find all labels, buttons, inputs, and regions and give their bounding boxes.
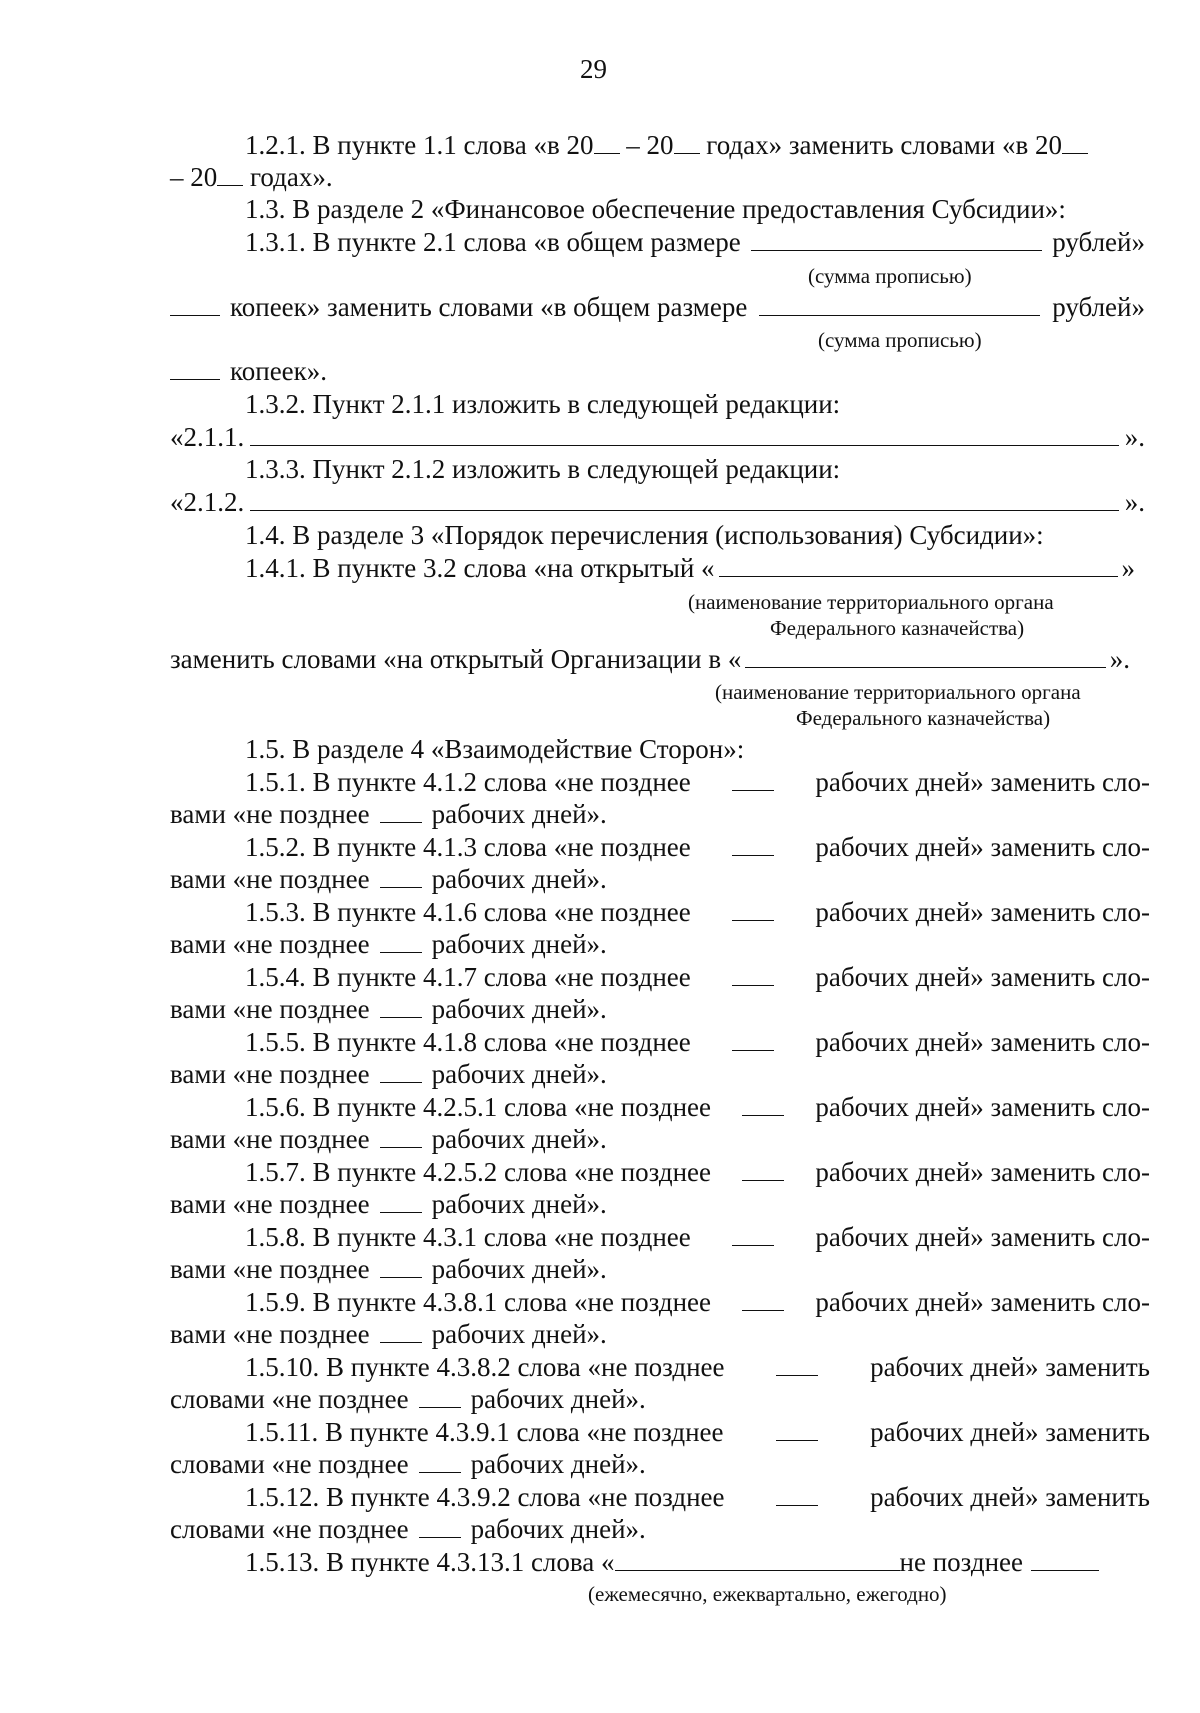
item-tail: рабочих дней» заменить сло- (815, 962, 1150, 992)
paragraph-1-3-1 (245, 227, 1145, 257)
item-tail: рабочих дней» заменить сло- (815, 1222, 1150, 1252)
item-head: 1.5.9. В пункте 4.3.8.1 слова «не позднее (245, 1287, 712, 1317)
item-end: рабочих дней». (431, 864, 607, 894)
item-head: 1.5.8. В пункте 4.3.1 слова «не позднее (245, 1222, 691, 1252)
item-next: вами «не позднее (170, 929, 370, 959)
paragraph-1-5-13 (245, 1547, 1099, 1577)
blank-field (776, 1417, 818, 1441)
list-item (245, 1092, 1150, 1122)
blank-field (776, 1352, 818, 1376)
item-head: 1.5.5. В пункте 4.1.8 слова «не позднее (245, 1027, 691, 1057)
list-item (245, 1287, 1150, 1317)
item-tail: рабочих дней» заменить сло- (815, 897, 1150, 927)
blank-field (742, 1092, 784, 1116)
section-heading-1-4: 1.4. В разделе 3 «Порядок перечисления (использования) Субсидии»: (245, 520, 1044, 550)
caption-treasury-body: (наименование территориального органа (688, 590, 1054, 614)
blank-field (250, 422, 1119, 446)
blank-field (745, 644, 1105, 668)
blank-field (719, 553, 1118, 577)
blank-field (615, 1547, 900, 1571)
item-end: рабочих дней». (470, 1384, 646, 1414)
blank-field (732, 962, 774, 986)
item-next: вами «не позднее (170, 1319, 370, 1349)
list-item (245, 1482, 1150, 1512)
list-item-cont (170, 799, 607, 829)
paragraph-1-3-3: 1.3.3. Пункт 2.1.2 изложить в следующей редакции: (245, 454, 841, 484)
item-tail: рабочих дней» заменить (870, 1352, 1150, 1382)
list-item (245, 1222, 1150, 1252)
list-item (245, 832, 1150, 862)
blank-field (419, 1514, 461, 1538)
blank-field (732, 832, 774, 856)
item-head: 1.5.7. В пункте 4.2.5.2 слова «не позднее (245, 1157, 712, 1187)
list-item (245, 767, 1150, 797)
paragraph-1-2-1-cont (170, 162, 333, 192)
text: 1.2.1. В пункте 1.1 слова «в 20 (245, 130, 594, 160)
blank-field (380, 799, 422, 823)
paragraph-2-1-2-line (170, 487, 1145, 517)
blank-field (674, 130, 700, 154)
item-tail: рабочих дней» заменить (870, 1417, 1150, 1447)
list-item-cont (170, 929, 607, 959)
blank-field (732, 767, 774, 791)
item-next: словами «не позднее (170, 1449, 409, 1479)
list-item-cont (170, 1254, 607, 1284)
list-item-cont (170, 1189, 607, 1219)
text: » (1121, 553, 1135, 583)
blank-field (751, 227, 1043, 251)
blank-field (1062, 130, 1088, 154)
list-item-cont (170, 994, 607, 1024)
paragraph-2-1-1-line (170, 422, 1145, 452)
item-next: вами «не позднее (170, 1059, 370, 1089)
item-head: 1.5.3. В пункте 4.1.6 слова «не позднее (245, 897, 691, 927)
blank-field (742, 1287, 784, 1311)
paragraph-1-3-2: 1.3.2. Пункт 2.1.1 изложить в следующей редакции: (245, 389, 841, 419)
text: не позднее (899, 1547, 1024, 1577)
blank-field (380, 1319, 422, 1343)
paragraph-1-4-1 (245, 553, 1135, 583)
blank-field (732, 1222, 774, 1246)
text: ». (1124, 422, 1145, 452)
list-item-cont (170, 864, 607, 894)
item-end: рабочих дней». (431, 1319, 607, 1349)
item-end: рабочих дней». (470, 1514, 646, 1544)
text: рублей» (1052, 292, 1145, 322)
item-next: вами «не позднее (170, 1189, 370, 1219)
text: годах» заменить словами «в 20 (699, 130, 1062, 160)
item-next: вами «не позднее (170, 1254, 370, 1284)
list-item-cont (170, 1124, 607, 1154)
blank-field (380, 1189, 422, 1213)
text: 1.4.1. В пункте 3.2 слова «на открытый « (245, 553, 715, 583)
text: 1.3.1. В пункте 2.1 слова «в общем размере (245, 227, 741, 257)
text: рублей» (1052, 227, 1145, 257)
blank-field (217, 162, 243, 186)
item-tail: рабочих дней» заменить сло- (815, 1287, 1150, 1317)
caption-amount-in-words: (сумма прописью) (808, 264, 972, 288)
item-next: словами «не позднее (170, 1384, 409, 1414)
blank-field (1031, 1547, 1099, 1571)
item-end: рабочих дней». (431, 1059, 607, 1089)
item-end: рабочих дней». (431, 1254, 607, 1284)
item-next: словами «не позднее (170, 1514, 409, 1544)
list-item-cont (170, 1384, 646, 1414)
list-item-cont (170, 1449, 646, 1479)
item-head: 1.5.4. В пункте 4.1.7 слова «не позднее (245, 962, 691, 992)
text: «2.1.1. (170, 422, 245, 452)
blank-field (250, 487, 1119, 511)
caption-frequency: (ежемесячно, ежеквартально, ежегодно) (588, 1582, 947, 1606)
section-heading-1-5: 1.5. В разделе 4 «Взаимодействие Сторон»: (245, 734, 745, 764)
text: – 20 (619, 130, 674, 160)
blank-field (380, 1059, 422, 1083)
item-head: 1.5.6. В пункте 4.2.5.1 слова «не позднее (245, 1092, 712, 1122)
list-item (245, 1027, 1150, 1057)
item-next: вами «не позднее (170, 864, 370, 894)
list-item (245, 1352, 1150, 1382)
paragraph-1-3-1-cont (170, 292, 1145, 322)
text: ». (1109, 644, 1130, 674)
blank-field (759, 292, 1040, 316)
caption-treasury: Федерального казначейства) (770, 616, 1025, 640)
item-next: вами «не позднее (170, 994, 370, 1024)
item-tail: рабочих дней» заменить сло- (815, 1157, 1150, 1187)
item-tail: рабочих дней» заменить сло- (815, 832, 1150, 862)
blank-field (380, 929, 422, 953)
blank-field (419, 1384, 461, 1408)
text: 1.5.13. В пункте 4.3.13.1 слова « (245, 1547, 615, 1577)
caption-treasury-body: (наименование территориального органа (715, 680, 1081, 704)
item-head: 1.5.12. В пункте 4.3.9.2 слова «не позднее (245, 1482, 725, 1512)
item-head: 1.5.10. В пункте 4.3.8.2 слова «не позднее (245, 1352, 725, 1382)
item-end: рабочих дней». (470, 1449, 646, 1479)
blank-field (594, 130, 620, 154)
paragraph-1-4-1-cont (170, 644, 1130, 674)
blank-field (170, 292, 220, 316)
page-number: 29 (580, 54, 607, 84)
blank-field (732, 897, 774, 921)
paragraph-1-2-1 (245, 130, 1088, 160)
blank-field (380, 994, 422, 1018)
blank-field (732, 1027, 774, 1051)
item-end: рабочих дней». (431, 1124, 607, 1154)
item-head: 1.5.1. В пункте 4.1.2 слова «не позднее (245, 767, 691, 797)
item-end: рабочих дней». (431, 929, 607, 959)
blank-field (776, 1482, 818, 1506)
list-item (245, 1417, 1150, 1447)
item-tail: рабочих дней» заменить сло- (815, 1027, 1150, 1057)
text: «2.1.2. (170, 487, 245, 517)
section-heading-1-3: 1.3. В разделе 2 «Финансовое обеспечение предоставления Субсидии»: (245, 194, 1066, 224)
item-head: 1.5.2. В пункте 4.1.3 слова «не позднее (245, 832, 691, 862)
item-next: вами «не позднее (170, 1124, 370, 1154)
text: годах». (243, 162, 333, 192)
text: копеек». (230, 356, 328, 386)
text: копеек» заменить словами «в общем размере (230, 292, 748, 322)
paragraph-1-3-1-end (170, 356, 327, 386)
caption-treasury: Федерального казначейства) (796, 706, 1051, 730)
blank-field (380, 1124, 422, 1148)
item-end: рабочих дней». (431, 994, 607, 1024)
blank-field (419, 1449, 461, 1473)
item-end: рабочих дней». (431, 799, 607, 829)
item-end: рабочих дней». (431, 1189, 607, 1219)
item-tail: рабочих дней» заменить сло- (815, 1092, 1150, 1122)
text: заменить словами «на открытый Организации в « (170, 644, 742, 674)
item-head: 1.5.11. В пункте 4.3.9.1 слова «не позднее (245, 1417, 724, 1447)
list-item-cont (170, 1319, 607, 1349)
blank-field (380, 864, 422, 888)
blank-field (170, 356, 220, 380)
list-item-cont (170, 1514, 646, 1544)
blank-field (380, 1254, 422, 1278)
text: – 20 (170, 162, 218, 192)
list-item (245, 1157, 1150, 1187)
text: ». (1124, 487, 1145, 517)
list-item (245, 897, 1150, 927)
list-item-cont (170, 1059, 607, 1089)
caption-amount-in-words: (сумма прописью) (818, 328, 982, 352)
list-item (245, 962, 1150, 992)
item-tail: рабочих дней» заменить (870, 1482, 1150, 1512)
item-tail: рабочих дней» заменить сло- (815, 767, 1150, 797)
item-next: вами «не позднее (170, 799, 370, 829)
blank-field (742, 1157, 784, 1181)
